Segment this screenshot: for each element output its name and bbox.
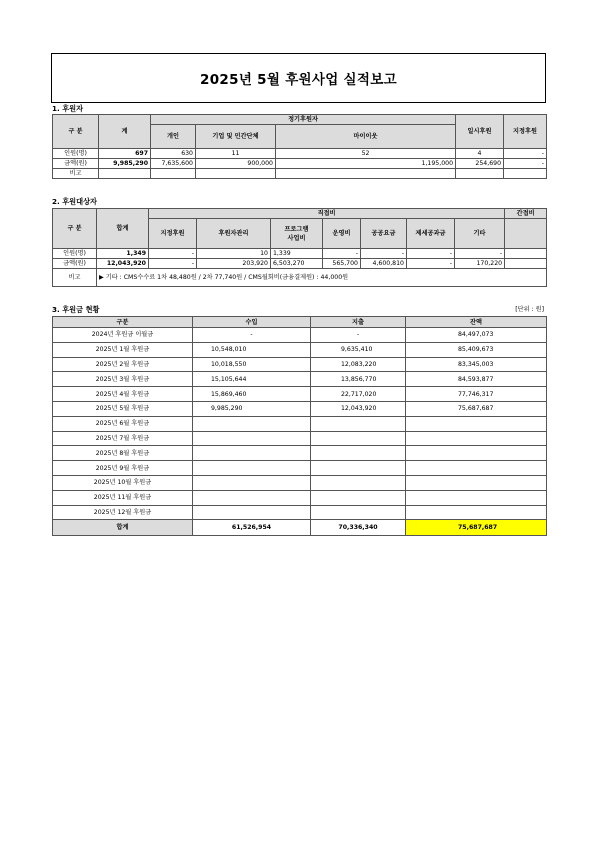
table-row: [53, 149, 547, 159]
cell-indirect: [505, 259, 547, 269]
cell-individual: 630: [151, 149, 196, 159]
cell-utility: -: [361, 249, 407, 259]
cell-income: [193, 446, 311, 461]
cell-designated: -: [149, 249, 197, 259]
cell-expense: [311, 446, 406, 461]
cell-utility: 4,600,810: [361, 259, 407, 269]
cell-corp: 11: [196, 149, 276, 159]
header-utility: 공공요금: [361, 219, 407, 249]
header-tax: 제세공과금: [407, 219, 455, 249]
cell-balance: [406, 461, 547, 476]
beneficiary-table: [52, 208, 547, 287]
cell-balance: 85,409,673: [406, 342, 547, 357]
header-onetime: 일시후원: [456, 115, 504, 149]
table-row: [53, 446, 547, 461]
cell-indirect: [505, 249, 547, 259]
note-label: 비고: [53, 269, 97, 287]
table-row: [53, 431, 547, 446]
header-regular: 정기후원자: [151, 115, 456, 125]
header-operation: 운영비: [323, 219, 361, 249]
cell-program: 6,503,270: [271, 259, 323, 269]
row-label: 2025년 8월 후원금: [53, 446, 193, 461]
header-designated: 지정후원: [504, 115, 547, 149]
table-row: [53, 159, 547, 169]
row-label: 2025년 6월 후원금: [53, 416, 193, 431]
header-designated: 지정후원: [149, 219, 197, 249]
cell-income: [193, 475, 311, 490]
header-indirect: 간접비: [505, 209, 547, 219]
cell-income: 9,985,290: [193, 401, 311, 416]
donor-table: [52, 114, 547, 179]
table-row: [53, 328, 547, 343]
cell-balance: [406, 475, 547, 490]
table-row: [53, 416, 547, 431]
table-row: [53, 461, 547, 476]
cell-balance: [406, 446, 547, 461]
row-label: 2025년 1월 후원금: [53, 342, 193, 357]
header-gubun: 구분: [53, 317, 193, 328]
total-income: 61,526,954: [193, 520, 311, 536]
row-label: 2025년 10월 후원금: [53, 475, 193, 490]
header-balance: 잔액: [406, 317, 547, 328]
cell-balance: 84,497,073: [406, 328, 547, 343]
cell-income: 10,018,550: [193, 357, 311, 372]
row-label: 금액(원): [53, 259, 97, 269]
row-label: 2025년 5월 후원금: [53, 401, 193, 416]
row-label: 2025년 11월 후원금: [53, 490, 193, 505]
row-label: 인원(명): [53, 149, 99, 159]
row-label: 2025년 12월 후원금: [53, 505, 193, 520]
cell-expense: 9,635,410: [311, 342, 406, 357]
cell-myeut: 52: [276, 149, 456, 159]
table-row: [53, 372, 547, 387]
cell-operation: -: [323, 249, 361, 259]
cell-income: [193, 416, 311, 431]
cell-balance: 84,593,877: [406, 372, 547, 387]
header-indirect-blank: [505, 219, 547, 249]
cell-income: [193, 505, 311, 520]
report-title: 2025년 5월 후원사업 실적보고: [51, 53, 546, 103]
cell-expense: [311, 490, 406, 505]
donation-status-table: [52, 316, 547, 536]
header-individual: 개인: [151, 125, 196, 149]
total-row: [53, 520, 547, 536]
cell-expense: [311, 475, 406, 490]
header-gubun: 구 분: [53, 115, 99, 149]
table-row: [53, 259, 547, 269]
cell-expense: -: [311, 328, 406, 343]
cell-expense: [311, 431, 406, 446]
cell-tax: -: [407, 259, 455, 269]
row-label: 2024년 후원금 이월금: [53, 328, 193, 343]
row-label: 2025년 2월 후원금: [53, 357, 193, 372]
cell-income: [193, 431, 311, 446]
row-label: 2025년 3월 후원금: [53, 372, 193, 387]
cell-balance: [406, 505, 547, 520]
table-row: [53, 342, 547, 357]
cell-operation: 565,700: [323, 259, 361, 269]
cell-expense: [311, 416, 406, 431]
row-label: 2025년 7월 후원금: [53, 431, 193, 446]
header-mgmt: 후원자관리: [197, 219, 271, 249]
cell-income: [193, 490, 311, 505]
cell-tax: -: [407, 249, 455, 259]
cell-expense: 12,083,220: [311, 357, 406, 372]
row-label: 2025년 4월 후원금: [53, 387, 193, 402]
total-expense: 70,336,340: [311, 520, 406, 536]
cell-total: 1,349: [97, 249, 149, 259]
row-label: 인원(명): [53, 249, 97, 259]
cell-balance: 75,687,687: [406, 401, 547, 416]
unit-label: [단위 : 원]: [515, 306, 544, 313]
header-program-line2: 사업비: [287, 234, 306, 242]
total-balance: 75,687,687: [406, 520, 547, 536]
cell-designated: -: [504, 149, 547, 159]
section-2-title: 2. 후원대상자: [52, 197, 97, 206]
cell-income: -: [193, 328, 311, 343]
table-row: [53, 490, 547, 505]
cell-income: [193, 461, 311, 476]
header-myeut: 마이이웃: [276, 125, 456, 149]
table-row: [53, 249, 547, 259]
table-row: [53, 505, 547, 520]
cell-income: 15,869,460: [193, 387, 311, 402]
cell-balance: 77,746,317: [406, 387, 547, 402]
header-total: 계: [99, 115, 151, 149]
cell-total: 9,985,290: [99, 159, 151, 169]
cell-onetime: 254,690: [456, 159, 504, 169]
header-corp: 기업 및 민간단체: [196, 125, 276, 149]
header-other: 기타: [455, 219, 505, 249]
cell-expense: [311, 461, 406, 476]
cell-designated: -: [504, 159, 547, 169]
cell-individual: 7,635,600: [151, 159, 196, 169]
header-program: [271, 219, 323, 249]
header-total: 합계: [97, 209, 149, 249]
cell-other: 170,220: [455, 259, 505, 269]
cell-mgmt: 203,920: [197, 259, 271, 269]
table-row: [53, 387, 547, 402]
cell-expense: 13,856,770: [311, 372, 406, 387]
header-gubun: 구 분: [53, 209, 97, 249]
cell-expense: 22,717,020: [311, 387, 406, 402]
cell-balance: 83,345,003: [406, 357, 547, 372]
header-program-line1: 프로그램: [284, 225, 309, 233]
cell-income: 10,548,010: [193, 342, 311, 357]
row-label: 금액(원): [53, 159, 99, 169]
section-1-title: 1. 후원자: [52, 104, 84, 113]
cell-corp: 900,000: [196, 159, 276, 169]
cell-designated: -: [149, 259, 197, 269]
table-row: [53, 357, 547, 372]
header-expense: 지출: [311, 317, 406, 328]
cell-myeut: 1,195,000: [276, 159, 456, 169]
cell-expense: 12,043,920: [311, 401, 406, 416]
row-label: 2025년 9월 후원금: [53, 461, 193, 476]
cell-income: 15,105,644: [193, 372, 311, 387]
cell-mgmt: 10: [197, 249, 271, 259]
cell-total: 697: [99, 149, 151, 159]
cell-program: 1,339: [271, 249, 323, 259]
table-row: [53, 401, 547, 416]
table-row: [53, 475, 547, 490]
section-3-title: 3. 후원금 현황: [52, 305, 100, 314]
cell-balance: [406, 490, 547, 505]
note-label: 비고: [53, 169, 99, 179]
total-label: 합계: [53, 520, 193, 536]
header-income: 수입: [193, 317, 311, 328]
note-text: ▶ 기타 : CMS수수료 1차 48,480원 / 2차 77,740원 / CMS월회비(금융결제원) : 44,000원: [97, 269, 547, 287]
header-direct: 직접비: [149, 209, 505, 219]
cell-expense: [311, 505, 406, 520]
cell-total: 12,043,920: [97, 259, 149, 269]
cell-balance: [406, 416, 547, 431]
cell-balance: [406, 431, 547, 446]
cell-other: -: [455, 249, 505, 259]
cell-onetime: 4: [456, 149, 504, 159]
